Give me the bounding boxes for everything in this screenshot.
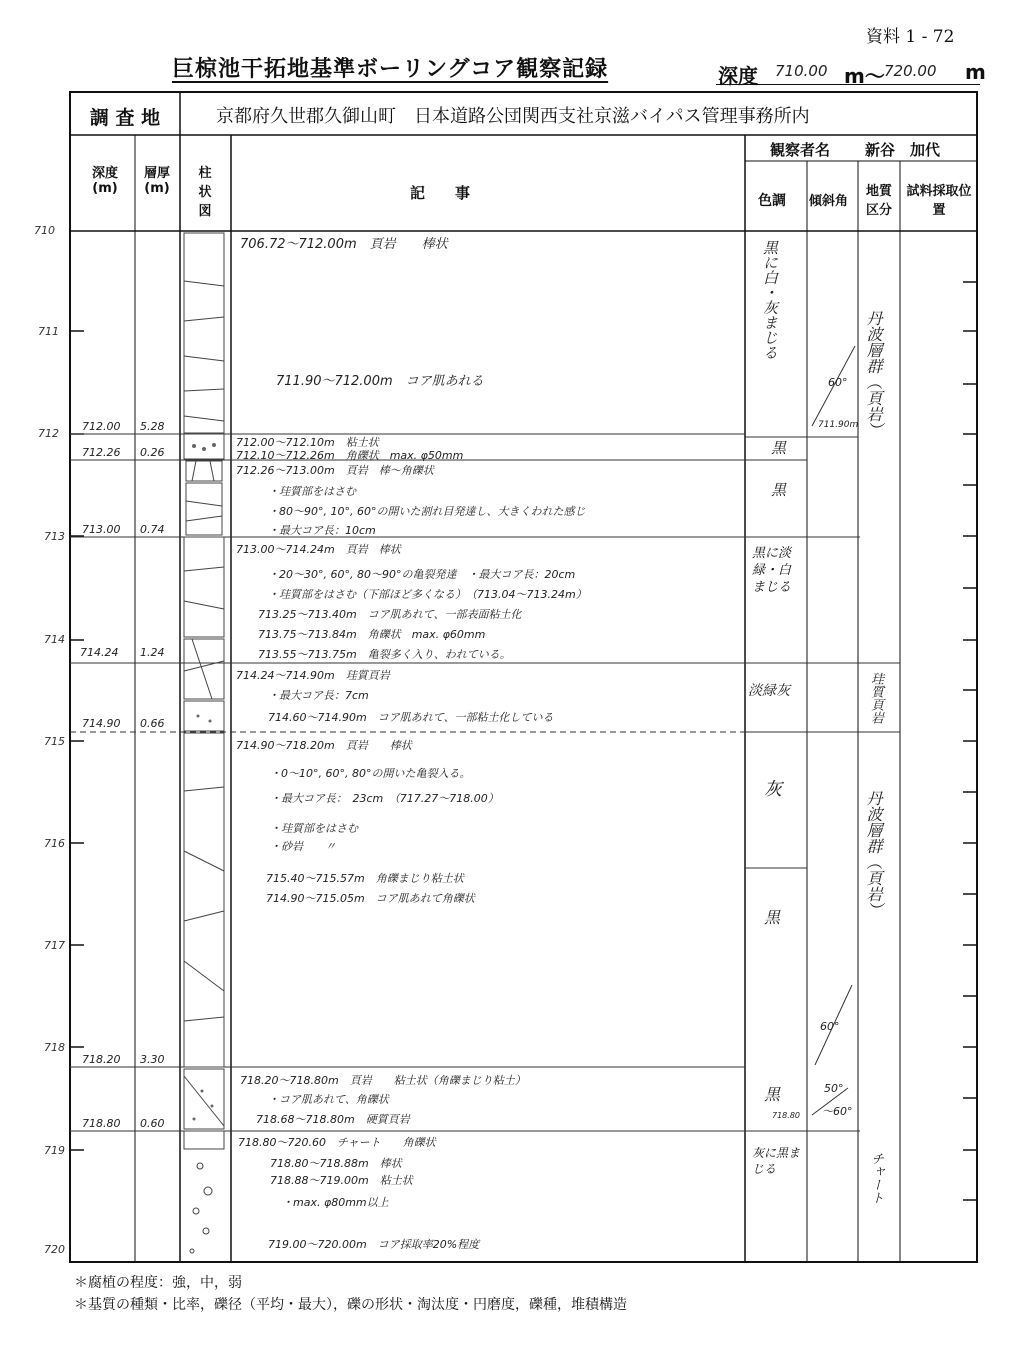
dip-depth: 718.80 — [772, 1111, 800, 1120]
boundary-depth: 718.80 — [82, 1117, 121, 1130]
depth-from: 710.00 — [775, 62, 828, 80]
color-entry: 黒 — [769, 440, 787, 455]
note-line: 714.24〜714.90m 珪質頁岩 — [236, 669, 390, 682]
note-line: 712.10〜712.26m 角礫状 max. φ50mm — [236, 449, 464, 462]
geology-entry: 丹波層群（頁岩） — [864, 790, 883, 918]
boundary-thickness: 0.60 — [140, 1117, 165, 1130]
note-line: ・最大コア長：10cm — [268, 524, 376, 537]
boundary-thickness: 1.24 — [140, 646, 165, 659]
depth-unit: m — [965, 60, 986, 84]
depth-tick: 719 — [44, 1144, 65, 1157]
site-value: 京都府久世郡久御山町 日本道路公団関西支社京滋バイパス管理事務所内 — [216, 106, 810, 127]
depth-separator: m〜 — [844, 64, 885, 88]
observer-name: 新谷 加代 — [865, 141, 941, 159]
depth-tick: 717 — [44, 939, 65, 952]
boundary-thickness: 0.66 — [140, 717, 165, 730]
note-line: ・コア肌あれて、角礫状 — [268, 1093, 389, 1106]
depth-tick: 712 — [38, 427, 59, 440]
note-line: 713.00〜714.24m 頁岩 棒状 — [236, 543, 401, 556]
depth-tick: 713 — [44, 530, 65, 543]
depth-tick: 718 — [44, 1041, 65, 1054]
note-line: ・珪質部をはさむ — [270, 822, 358, 835]
note-line: ・珪質部をはさむ — [268, 485, 356, 498]
note-line: 712.00〜712.10m 粘土状 — [236, 436, 379, 449]
boundary-thickness: 0.26 — [140, 446, 165, 459]
note-line: ・最大コア長：7cm — [268, 689, 369, 702]
color-entry: 黒に淡緑・白まじる — [752, 546, 792, 595]
geology-entry: 珪質頁岩 — [868, 672, 883, 724]
footer-note: ＊基質の種類・比率，礫径（平均・最大），礫の形状・淘汰度・円磨度，礫種，堆積構造 — [74, 1297, 627, 1313]
note-line: ・0〜10°, 60°, 80°の開いた亀裂入る。 — [270, 767, 471, 780]
note-line: 718.88〜719.00m 粘土状 — [270, 1174, 413, 1187]
depth-tick: 715 — [44, 735, 65, 748]
note-line: 712.26〜713.00m 頁岩 棒〜角礫状 — [236, 464, 434, 477]
note-line: 714.90〜718.20m 頁岩 棒状 — [236, 739, 412, 752]
note-line: 714.60〜714.90m コア肌あれて、一部粘土化している — [268, 711, 554, 724]
dip-value: 60° — [828, 376, 848, 389]
dip-value: 60° — [820, 1020, 840, 1033]
page-title: 巨椋池干拓地基準ボーリングコア観察記録 — [172, 57, 609, 82]
note-line: 718.80〜720.60 チャート 角礫状 — [238, 1136, 436, 1149]
boundary-thickness: 0.74 — [140, 523, 165, 536]
color-entry: 灰 — [764, 779, 782, 800]
note-line: 713.25〜713.40m コア肌あれて、一部表面粘土化 — [258, 608, 522, 621]
boundary-depth: 714.24 — [80, 646, 119, 659]
note-line: ・砂岩 〃 — [270, 840, 336, 853]
color-entry: 淡緑灰 — [748, 683, 790, 699]
geology-entry: チャート — [868, 1152, 883, 1204]
dip-value: 〜60° — [822, 1105, 853, 1118]
boundary-thickness: 3.30 — [140, 1053, 165, 1066]
boundary-depth: 712.00 — [82, 420, 121, 433]
note-line: 718.68〜718.80m 硬質頁岩 — [256, 1113, 410, 1126]
boundary-thickness: 5.28 — [140, 420, 165, 433]
note-line: ・20〜30°, 60°, 80〜90°の亀裂発達 ・最大コア長：20cm — [268, 568, 576, 581]
depth-range-label: 深度 — [718, 64, 758, 88]
color-entry: 灰に黒まじる — [752, 1146, 801, 1176]
site-label: 調 査 地 — [89, 107, 161, 129]
col-color-header: 色調 — [758, 193, 786, 209]
note-line: 713.75〜713.84m 角礫状 max. φ60mm — [258, 628, 486, 641]
observer-label: 観察者名 — [770, 141, 831, 159]
col-geology-header: 地質区分 — [865, 184, 892, 218]
depth-tick: 710 — [34, 224, 55, 237]
col-thickness-header: 層厚 (m) — [143, 166, 170, 196]
note-line: 713.55〜713.75m 亀裂多く入り、われている。 — [258, 648, 511, 661]
col-depth-header: 深度 (m) — [91, 166, 118, 196]
col-dip-header: 傾斜角 — [809, 194, 849, 209]
depth-tick: 716 — [44, 837, 65, 850]
note-line: 719.00〜720.00m コア採取率20%程度 — [268, 1238, 480, 1251]
col-notes-header: 記 事 — [410, 184, 471, 202]
boundary-depth: 714.90 — [82, 717, 121, 730]
core-column-sketch — [182, 231, 228, 1262]
footer-note: ＊腐植の程度：強，中，弱 — [74, 1275, 242, 1291]
color-entry: 黒 — [769, 482, 787, 497]
color-entry: 黒 — [764, 908, 781, 927]
note-line: 714.90〜715.05m コア肌あれて角礫状 — [266, 892, 475, 905]
color-entry: 黒に白・灰まじる — [761, 240, 779, 360]
note-line: ・max. φ80mm以上 — [282, 1196, 389, 1209]
note-line: 718.20〜718.80m 頁岩 粘土状（角礫まじり粘土） — [240, 1074, 526, 1087]
depth-tick: 720 — [44, 1243, 65, 1256]
col-column-header: 柱状図 — [198, 166, 212, 219]
geology-entry: 丹波層群（頁岩） — [864, 310, 883, 438]
color-entry: 黒 — [764, 1085, 781, 1104]
boundary-depth: 712.26 — [82, 446, 121, 459]
boundary-depth: 718.20 — [82, 1053, 121, 1066]
depth-tick: 711 — [38, 325, 59, 338]
note-line: 711.90〜712.00m コア肌あれる — [276, 374, 484, 389]
dip-depth: 711.90m — [818, 420, 859, 430]
col-sample-header: 試料採取位置 — [906, 184, 972, 218]
dip-value: 50° — [824, 1082, 844, 1095]
note-line: 718.80〜718.88m 棒状 — [270, 1157, 402, 1170]
depth-tick: 714 — [44, 633, 65, 646]
note-line: ・最大コア長： 23cm （717.27〜718.00） — [270, 792, 499, 805]
note-line: ・80〜90°, 10°, 60°の開いた割れ目発達し、大きくわれた感じ — [268, 505, 586, 518]
note-line: ・珪質部をはさむ（下部ほど多くなる） （713.04〜713.24m） — [268, 588, 587, 601]
boundary-depth: 713.00 — [82, 523, 121, 536]
note-line: 706.72〜712.00m 頁岩 棒状 — [240, 237, 448, 252]
document-id: 資料 1 - 72 — [866, 27, 955, 47]
note-line: 715.40〜715.57m 角礫まじり粘土状 — [266, 872, 464, 885]
depth-to: 720.00 — [884, 62, 937, 80]
